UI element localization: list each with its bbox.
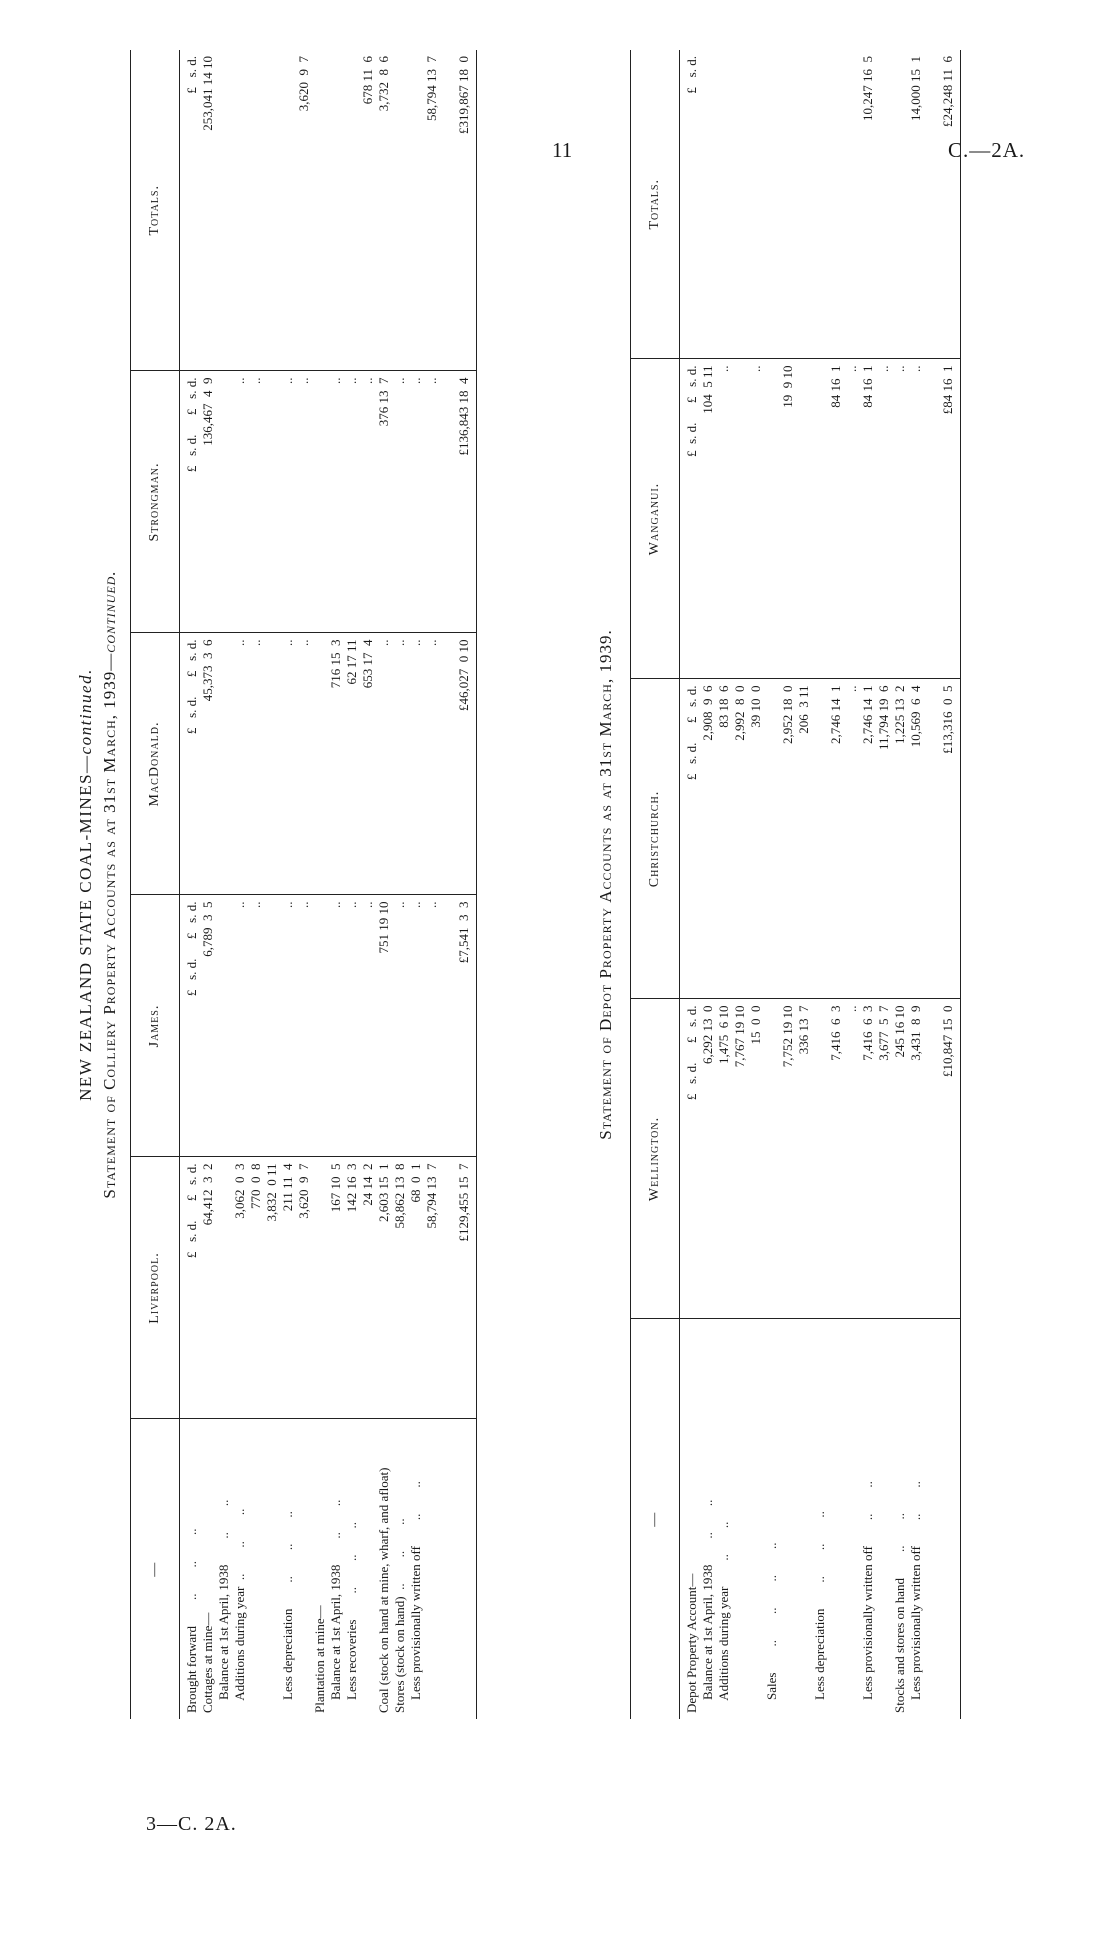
depot-christchurch-values: £ s. d. £ s. d. 2,908 9 6 83 18 6 2,992 8 0 39 10 0 2,952 18 0 206 3 11 2,746 14 1 .. 2,746 14 1 11,794 19 6 1,225 13 2 10,569 6 4 £13,316 0 5: [680, 679, 961, 999]
depot-property-table: [630, 50, 961, 1719]
colliery-liverpool-values: £ s. d. £ s. d. 64,412 3 2 3,062 0 3 770 0 8 3,832 0 11 211 11 4 3,620 9 7 167 10 5 142 16 3 24 14 2 2,603 15 1 58,862 13 8 68 0 1 58,794 13 7 £129,455 15 7: [180, 1157, 477, 1419]
colliery-strongman-values: £ s. d. £ s. d. 136,467 4 9 .. .. .. .. .. .. .. 376 13 7 .. .. .. £136,843 18 4: [180, 371, 477, 633]
colliery-property-table: [130, 50, 477, 1719]
page-number: 11: [552, 138, 573, 162]
colliery-subtitle-suffix: continued.: [100, 570, 119, 653]
colliery-subtitle-text: Statement of Colliery Property Accounts as at 31st March, 1939—: [100, 652, 119, 1199]
colliery-header-label: —: [131, 1419, 180, 1719]
depot-totals-values: £ s. d. 10,247 16 5 14,000 15 1 £24,248 11 6: [680, 50, 961, 359]
colliery-header-row: [131, 50, 180, 1719]
page-footer: 3—C. 2A.: [146, 1813, 237, 1835]
main-title-text: NEW ZEALAND STATE COAL-MINES—: [76, 754, 95, 1101]
document-code: C.—2A.: [948, 138, 1026, 162]
depot-header-label: —: [631, 1319, 680, 1719]
colliery-james-values: £ s. d. £ s. d. 6,789 3 5 .. .. .. .. .. .. .. 751 19 10 .. .. .. £7,541 3 3: [180, 895, 477, 1157]
depot-header-row: [631, 50, 680, 1719]
colliery-header-macdonald: MacDonald.: [131, 633, 180, 895]
colliery-totals-values: £ s. d. 253,041 14 10 3,620 9 7 678 11 6 3,732 8 6 58,794 13 7 £319,867 18 0: [180, 50, 477, 371]
depot-body-row: [680, 50, 961, 1719]
depot-title: Statement of Depot Property Accounts as at 31st March, 1939.: [596, 629, 615, 1140]
main-title: [76, 50, 96, 1719]
depot-row-labels: Depot Property Account— Balance at 1st April, 1938 .. .. Additions during year .. .. Sales .. .. .. .. Less depreciation .. .. .. Less provisionally written off .. .. Stocks and stores on hand .. .. Less provisionally written off .. ..: [680, 1319, 961, 1719]
depot-header-totals: Totals.: [631, 50, 680, 359]
colliery-header-totals: Totals.: [131, 50, 180, 371]
main-title-suffix: continued.: [76, 668, 95, 755]
depot-header-christchurch: Christchurch.: [631, 679, 680, 999]
depot-header-wanganui: Wanganui.: [631, 359, 680, 679]
depot-wanganui-values: £ s. d. £ s. d. 104 5 11 .. .. 19 9 10 84 16 1 .. 84 16 1 .. .. .. £84 16 1: [680, 359, 961, 679]
colliery-header-strongman: Strongman.: [131, 371, 180, 633]
depot-header-wellington: Wellington.: [631, 999, 680, 1319]
colliery-header-james: James.: [131, 895, 180, 1157]
colliery-body-row: [180, 50, 477, 1719]
depot-wellington-values: £ s. d. £ s. d. 6,292 13 0 1,475 6 10 7,767 19 10 15 0 0 7,752 19 10 336 13 7 7,416 6 3 .. 7,416 6 3 3,677 5 7 245 16 10 3,431 8 9 £10,847 15 0: [680, 999, 961, 1319]
colliery-macdonald-values: £ s. d. £ s. d. 45,373 3 6 .. .. .. .. 716 15 3 62 17 11 653 17 4 .. .. .. .. £46,027 0 10: [180, 633, 477, 895]
colliery-header-liverpool: Liverpool.: [131, 1157, 180, 1419]
colliery-row-labels: Brought forward .. .. .. Cottages at mine— Balance at 1st April, 1938 .. .. Additions during year .. .. .. Less depreciation .. .. .. Plantation at mine— Balance at 1st April, 1938 .. .. Less recoveries .. .. .. Coal (stock on hand at mine, wharf, and afloat) Stores (stock on hand) .. .. .. Less provisionally written off .. ..: [180, 1419, 477, 1719]
colliery-subtitle: [100, 50, 120, 1719]
